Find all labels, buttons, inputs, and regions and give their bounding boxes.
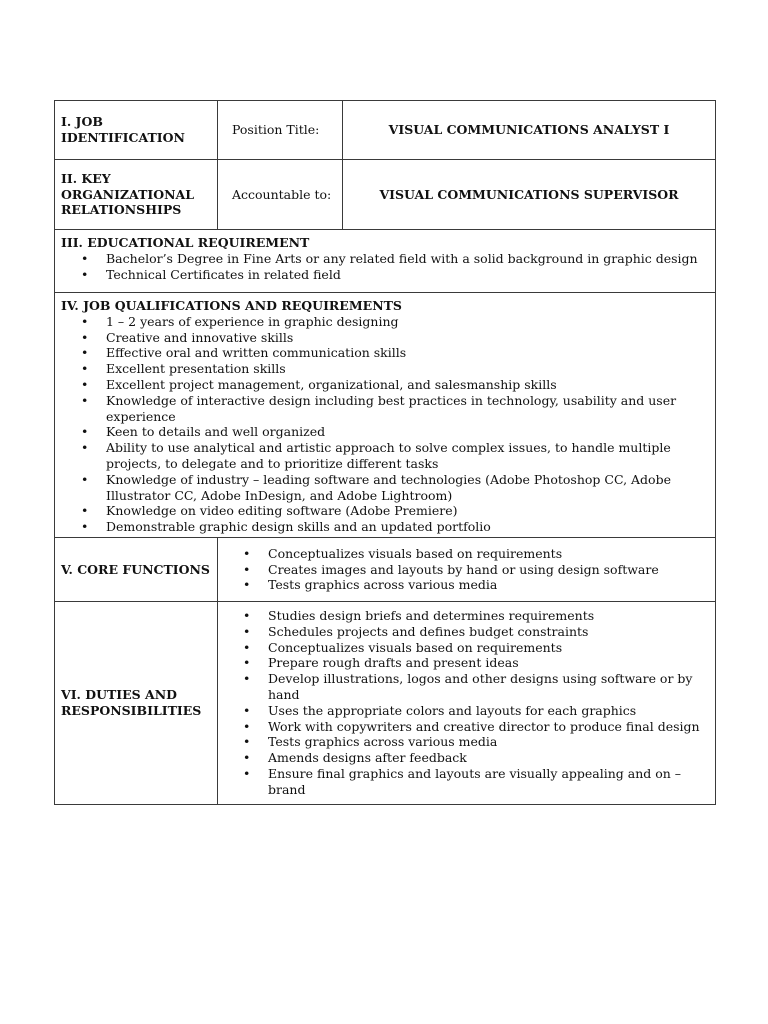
list-item: • Uses the appropriate colors and layouts for each graphics xyxy=(218,703,709,719)
list-item: • Develop illustrations, logos and other designs using software or by hand xyxy=(218,671,709,703)
core-functions-row xyxy=(55,537,716,601)
list-item: • Demonstrable graphic design skills and an updated portfolio xyxy=(61,519,709,535)
qualifications-section xyxy=(55,293,716,538)
list-item: • Knowledge of industry – leading software and technologies (Adobe Photoshop CC, Adobe Illustrator CC, Adobe InDesign, and Adobe Lightroom) xyxy=(61,472,709,504)
list-item: • Technical Certificates in related field xyxy=(61,267,709,283)
list-item: • Tests graphics across various media xyxy=(218,577,709,593)
education-title: III. EDUCATIONAL REQUIREMENT xyxy=(61,235,310,250)
list-item: • Conceptualizes visuals based on requirements xyxy=(218,640,709,656)
list-item: • Creates images and layouts by hand or using design software xyxy=(218,562,709,578)
list-item: • Conceptualizes visuals based on requirements xyxy=(218,546,709,562)
list-item: • Ability to use analytical and artistic approach to solve complex issues, to handle multiple projects, to delegate and to prioritize different tasks xyxy=(61,440,709,472)
key-relationships-row xyxy=(55,160,716,230)
list-item: • Bachelor’s Degree in Fine Arts or any related field with a solid background in graphic design xyxy=(61,251,709,267)
duties-list xyxy=(218,608,709,798)
education-row xyxy=(55,230,716,293)
education-section xyxy=(55,230,716,293)
list-item: • Effective oral and written communication skills xyxy=(61,345,709,361)
list-item: • Ensure final graphics and layouts are visually appealing and on – brand xyxy=(218,766,709,798)
core-functions-cell xyxy=(218,537,716,601)
list-item: • Keen to details and well organized xyxy=(61,424,709,440)
job-identification-row xyxy=(55,101,716,160)
qualifications-title: IV. JOB QUALIFICATIONS AND REQUIREMENTS xyxy=(61,298,402,313)
list-item: • Creative and innovative skills xyxy=(61,330,709,346)
duties-cell xyxy=(218,601,716,804)
job-identification-header: I. JOB IDENTIFICATION xyxy=(55,101,218,160)
list-item: • Work with copywriters and creative director to produce final design xyxy=(218,719,709,735)
position-title-value: VISUAL COMMUNICATIONS ANALYST I xyxy=(343,101,716,160)
position-title-label: Position Title: xyxy=(218,101,343,160)
list-item: • Prepare rough drafts and present ideas xyxy=(218,655,709,671)
core-functions-list xyxy=(218,546,709,593)
list-item: • Studies design briefs and determines requirements xyxy=(218,608,709,624)
list-item: • Tests graphics across various media xyxy=(218,734,709,750)
qualifications-row xyxy=(55,293,716,538)
list-item: • Amends designs after feedback xyxy=(218,750,709,766)
duties-header: VI. DUTIES AND RESPONSIBILITIES xyxy=(55,601,218,804)
list-item: • Knowledge on video editing software (Adobe Premiere) xyxy=(61,503,709,519)
list-item: • Excellent presentation skills xyxy=(61,361,709,377)
list-item: • 1 – 2 years of experience in graphic designing xyxy=(61,314,709,330)
list-item: • Knowledge of interactive design including best practices in technology, usability and user experience xyxy=(61,393,709,425)
key-relationships-header: II. KEY ORGANIZATIONAL RELATIONSHIPS xyxy=(55,160,218,230)
list-item: • Excellent project management, organizational, and salesmanship skills xyxy=(61,377,709,393)
education-list xyxy=(61,251,709,283)
core-functions-header: V. CORE FUNCTIONS xyxy=(55,537,218,601)
qualifications-list xyxy=(61,314,709,535)
accountable-to-value: VISUAL COMMUNICATIONS SUPERVISOR xyxy=(343,160,716,230)
list-item: • Schedules projects and defines budget constraints xyxy=(218,624,709,640)
job-description-table xyxy=(54,100,716,805)
duties-row xyxy=(55,601,716,804)
accountable-to-label: Accountable to: xyxy=(218,160,343,230)
